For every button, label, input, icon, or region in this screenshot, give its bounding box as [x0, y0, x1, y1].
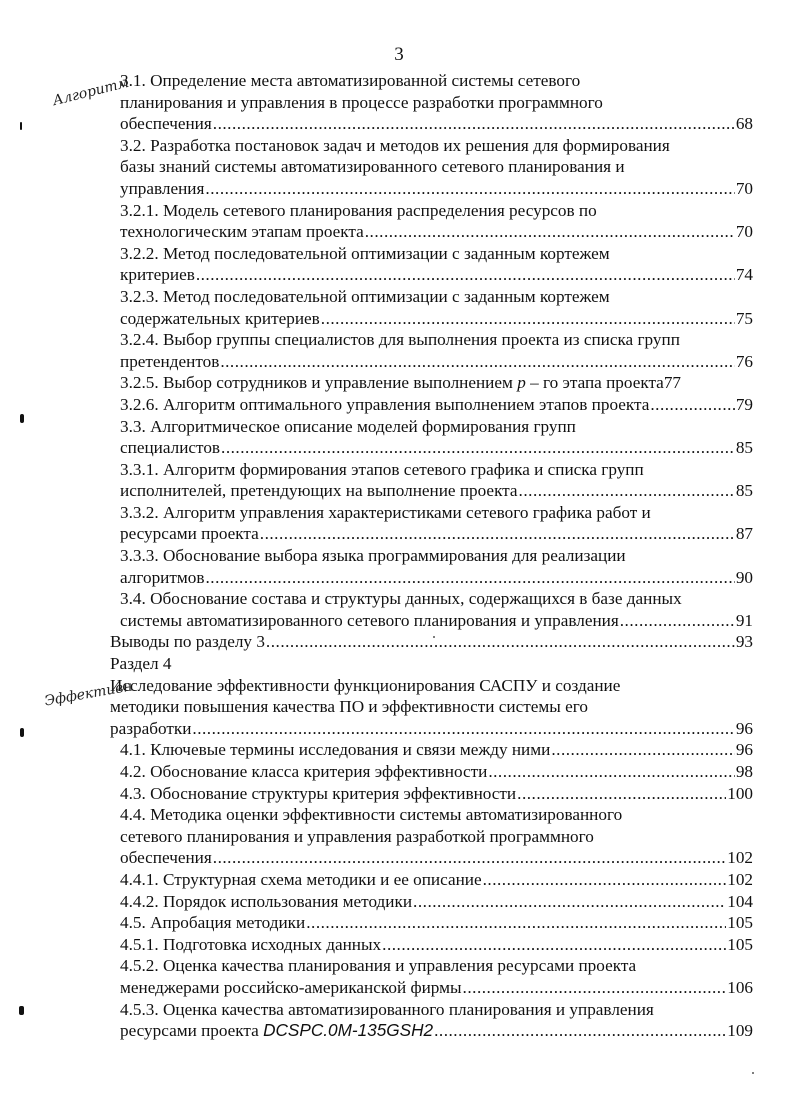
- table-of-contents: [110, 70, 753, 1042]
- toc-page-ref: 109: [727, 1021, 753, 1041]
- toc-group-bottom: [110, 675, 753, 999]
- toc-entry-text: обеспечения: [120, 848, 212, 868]
- toc-page-ref: 102: [727, 848, 753, 868]
- toc-entry-text: разработки: [110, 718, 192, 738]
- toc-entry[interactable]: [110, 286, 753, 329]
- toc-entry[interactable]: [110, 416, 753, 459]
- toc-entry[interactable]: [110, 783, 753, 805]
- dot-leader: [620, 610, 735, 632]
- toc-entry-line: сетевого планирования и управления разработкой программного: [120, 826, 594, 846]
- dot-leader: [213, 847, 726, 869]
- toc-entry-text: 4.3. Обоснование структуры критерия эффективности: [120, 783, 517, 803]
- toc-page-ref: 77: [663, 373, 681, 393]
- toc-page-ref: 102: [727, 869, 753, 889]
- toc-page-ref: 106: [727, 977, 753, 997]
- dot-leader: [321, 308, 735, 330]
- toc-entry-line: 3.2.3. Метод последовательной оптимизации с заданным кортежем: [120, 286, 610, 306]
- page-number: 3: [394, 44, 404, 65]
- dot-leader: [306, 912, 726, 934]
- toc-entry[interactable]: [110, 588, 753, 631]
- toc-page-ref: 79: [735, 394, 753, 414]
- scan-speck: [433, 636, 435, 638]
- handwritten-note-1: Алгоритм: [51, 74, 131, 110]
- toc-entry[interactable]: [110, 502, 753, 545]
- toc-entry-text: менеджерами российско-американской фирмы: [120, 977, 462, 997]
- toc-entry[interactable]: [110, 545, 753, 588]
- dot-leader: [220, 351, 734, 373]
- toc-page-ref: 93: [735, 632, 753, 652]
- toc-page-ref: 98: [735, 762, 753, 781]
- toc-entry-line: 3.1. Определение места автоматизированной системы сетевого: [120, 71, 581, 90]
- dot-leader: [488, 761, 734, 783]
- dot-leader: [382, 934, 726, 956]
- dot-leader: [260, 523, 735, 545]
- toc-entry-text: ресурсами проекта: [120, 524, 259, 544]
- toc-entry-text: 4.5. Апробация методики: [120, 913, 306, 933]
- toc-entry-line: планирования и управления в процессе разработки программного: [120, 92, 603, 112]
- dot-leader: [205, 567, 734, 589]
- dot-leader: [551, 739, 734, 761]
- toc-entry[interactable]: [110, 394, 753, 416]
- dot-leader: [196, 264, 735, 286]
- toc-entry[interactable]: [110, 631, 753, 653]
- toc-entry[interactable]: [110, 329, 753, 372]
- toc-group-top: [110, 70, 753, 372]
- toc-entry-text: управления: [120, 178, 205, 198]
- dot-leader: [192, 718, 734, 740]
- toc-page-ref: 70: [735, 178, 753, 198]
- toc-entry-line: 3.2.1. Модель сетевого планирования распределения ресурсов по: [120, 200, 597, 220]
- toc-page-ref: 91: [735, 610, 753, 630]
- toc-page-ref: 105: [727, 913, 753, 933]
- toc-entry-line: 3.2.2. Метод последовательной оптимизации с заданным кортежем: [120, 243, 610, 263]
- toc-entry-3-2-5[interactable]: [110, 372, 753, 394]
- toc-entry-text: 4.4.1. Структурная схема методики и ее описание: [120, 869, 482, 889]
- toc-entry[interactable]: [110, 934, 753, 956]
- toc-page-ref: 105: [727, 934, 753, 954]
- toc-entry[interactable]: [110, 70, 753, 135]
- toc-entry-line: 3.4. Обоснование состава и структуры данных, содержащихся в базе данных: [120, 589, 682, 609]
- dot-leader: [213, 113, 735, 135]
- dot-leader: [221, 437, 735, 459]
- toc-entry-line: методики повышения качества ПО и эффективности системы его: [110, 697, 588, 717]
- toc-entry-text: содержательных критериев: [120, 308, 320, 328]
- toc-entry-text: обеспечения: [120, 114, 212, 134]
- dot-leader: [434, 1020, 726, 1042]
- toc-page-ref: 100: [727, 783, 753, 803]
- toc-page-ref: 85: [735, 438, 753, 458]
- toc-entry-line: 3.2.4. Выбор группы специалистов для выполнения проекта из списка групп: [120, 330, 680, 350]
- section-heading: Раздел 4: [110, 654, 172, 674]
- toc-entry[interactable]: [110, 243, 753, 286]
- toc-page-ref: 75: [735, 308, 753, 328]
- toc-entry-line: 3.3.3. Обоснование выбора языка программирования для реализации: [120, 546, 626, 566]
- toc-entry-text: 4.5.1. Подготовка исходных данных: [120, 934, 382, 954]
- scan-mark: [20, 122, 22, 130]
- toc-entry-text: претендентов: [120, 351, 220, 371]
- toc-entry-line: 4.4. Методика оценки эффективности системы автоматизированного: [120, 805, 623, 825]
- toc-entry-line: 4.5.2. Оценка качества планирования и управления ресурсами проекта: [120, 956, 637, 976]
- toc-entry-text: 3.2.5. Выбор сотрудников и управление выполнением: [120, 373, 518, 393]
- toc-entry[interactable]: [110, 459, 753, 502]
- toc-entry-text: 4.2. Обоснование класса критерия эффективности: [120, 762, 488, 781]
- dot-leader: [650, 394, 734, 416]
- toc-entry-line: 3.2. Разработка постановок задач и методов их решения для формирования: [120, 135, 670, 155]
- stage-variable: p: [517, 373, 526, 393]
- dot-leader: [519, 480, 735, 502]
- scan-mark: [19, 1006, 24, 1015]
- dot-leader: [365, 221, 735, 243]
- toc-entry-4-5-3[interactable]: [110, 999, 753, 1042]
- toc-entry-text: специалистов: [120, 438, 221, 458]
- toc-entry-line: 3.3. Алгоритмическое описание моделей формирования групп: [120, 416, 576, 436]
- toc-entry[interactable]: [110, 675, 753, 740]
- dot-leader: [266, 631, 735, 653]
- toc-page-ref: 76: [735, 351, 753, 371]
- toc-entry-line: 4.5.3. Оценка качества автоматизированного планирования и управления: [120, 999, 654, 1019]
- handwritten-note-2: Эффективн: [43, 678, 134, 710]
- toc-entry[interactable]: [110, 891, 753, 913]
- toc-entry-text: 4.1. Ключевые термины исследования и связи между ними: [120, 740, 551, 760]
- scan-speck: [752, 1072, 754, 1074]
- toc-page-ref: 104: [727, 891, 753, 911]
- toc-entry[interactable]: [110, 135, 753, 200]
- toc-entry[interactable]: [110, 804, 753, 869]
- toc-entry[interactable]: [110, 955, 753, 998]
- dot-leader: [483, 869, 727, 891]
- toc-entry-line: 3.3.1. Алгоритм формирования этапов сетевого графика и списка групп: [120, 459, 644, 479]
- toc-entry-text: технологическим этапам проекта: [120, 222, 364, 242]
- toc-page-ref: 96: [735, 718, 753, 738]
- toc-entry-text: 4.4.2. Порядок использования методики: [120, 891, 413, 911]
- toc-page-ref: 90: [735, 567, 753, 587]
- toc-page-ref: 74: [735, 265, 753, 285]
- dot-leader: [463, 977, 727, 999]
- dot-leader: [517, 783, 726, 805]
- toc-entry-text: критериев: [120, 265, 195, 285]
- toc-entry-text: – го этапа проекта: [525, 373, 664, 393]
- dot-leader: [413, 891, 726, 913]
- toc-entry-text: Выводы по разделу 3: [110, 632, 265, 652]
- toc-entry-text: алгоритмов: [120, 567, 205, 587]
- project-code: DCSPC.0M-135GSH2: [263, 1020, 434, 1041]
- toc-entry[interactable]: [110, 200, 753, 243]
- toc-entry-text: ресурсами проекта: [120, 1021, 264, 1041]
- toc-entry-line: 3.3.2. Алгоритм управления характеристиками сетевого графика работ и: [120, 502, 651, 522]
- toc-page-ref: 87: [735, 524, 753, 544]
- toc-entry[interactable]: [110, 912, 753, 934]
- toc-entry[interactable]: [110, 739, 753, 761]
- toc-page-ref: 96: [735, 740, 753, 760]
- toc-page-ref: 68: [735, 114, 753, 134]
- toc-entry-text: 3.2.6. Алгоритм оптимального управления выполнением этапов проекта: [120, 394, 650, 414]
- scan-mark: [20, 414, 24, 423]
- scan-mark: [20, 728, 24, 737]
- toc-entry[interactable]: [110, 869, 753, 891]
- dot-leader: [205, 178, 734, 200]
- toc-entry[interactable]: [110, 761, 753, 783]
- toc-entry-line: базы знаний системы автоматизированного сетевого планирования и: [120, 157, 625, 177]
- toc-page-ref: 85: [735, 481, 753, 501]
- toc-entry-line: Исследование эффективности функционирования САСПУ и создание: [110, 675, 621, 695]
- toc-group-mid: [110, 394, 753, 653]
- toc-entry-text: системы автоматизированного сетевого планирования и управления: [120, 610, 619, 630]
- toc-page-ref: 70: [735, 222, 753, 242]
- toc-entry-text: исполнителей, претендующих на выполнение проекта: [120, 481, 518, 501]
